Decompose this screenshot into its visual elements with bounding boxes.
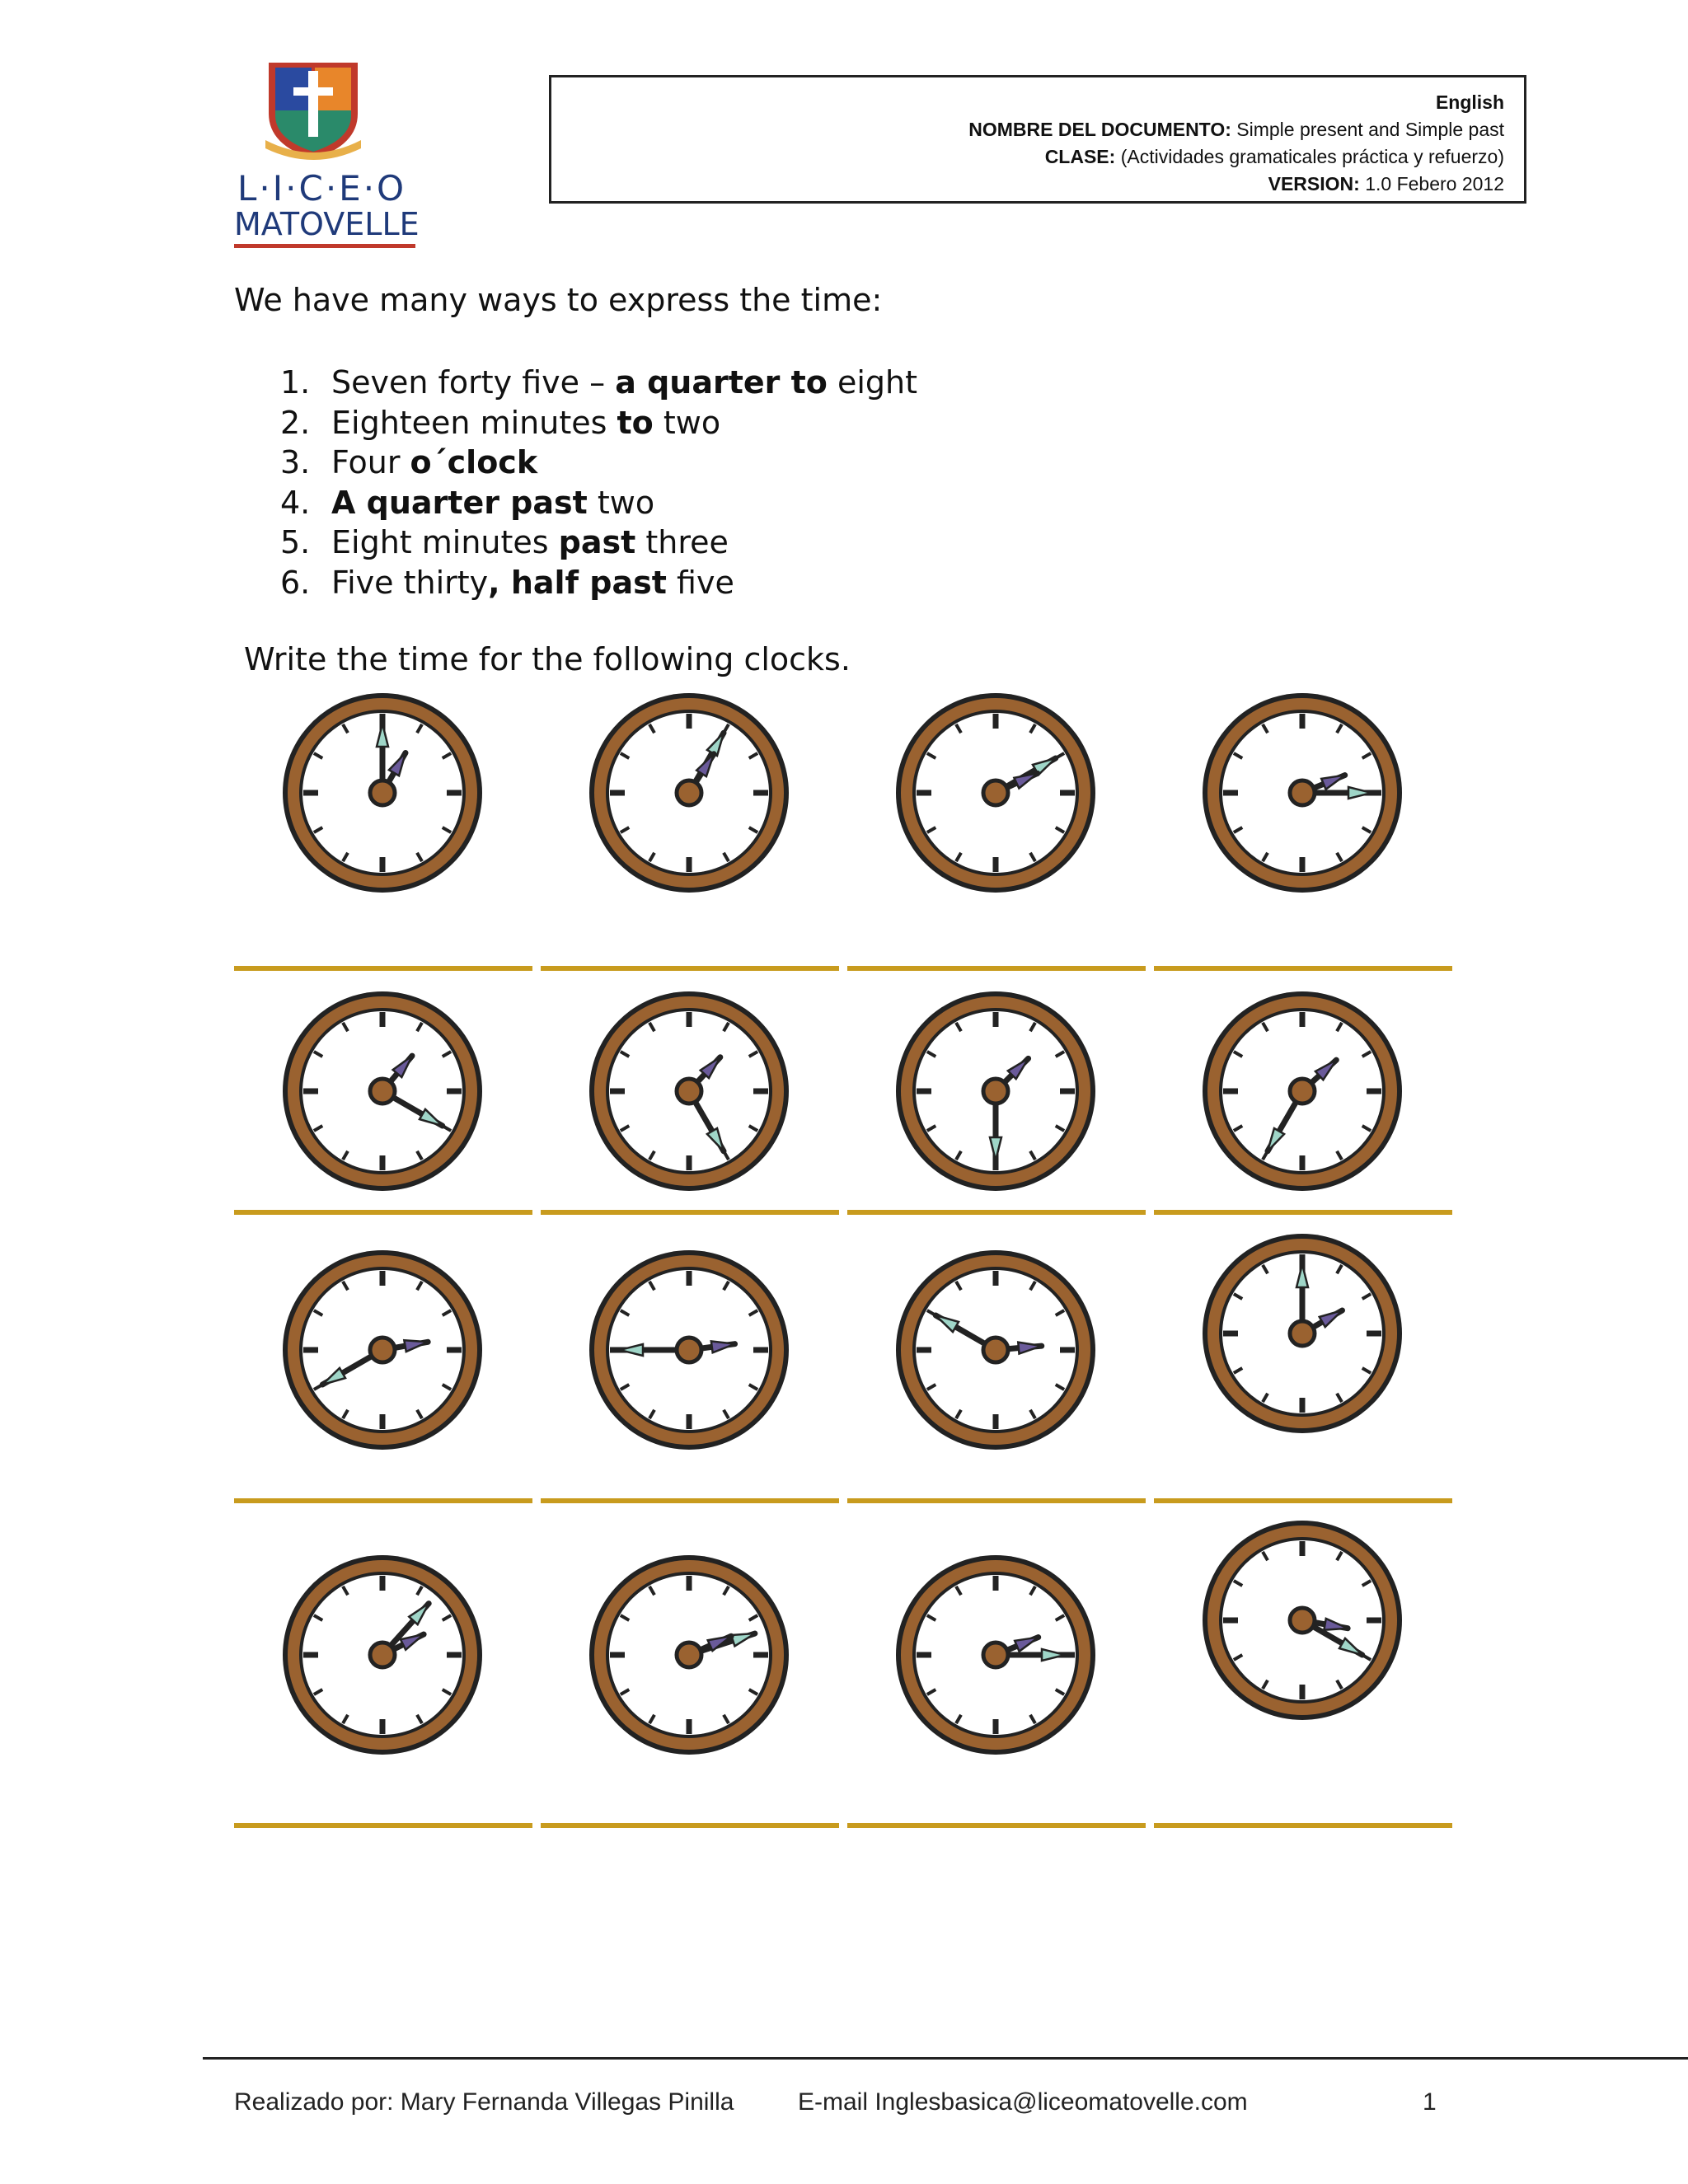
clock-face: [584, 1549, 795, 1760]
clock-face: [890, 687, 1101, 898]
clock-icon: [1197, 1515, 1408, 1726]
clock-face: [584, 687, 795, 898]
footer-author: Realizado por: Mary Fernanda Villegas Pinilla: [234, 2088, 734, 2116]
list-item: [280, 523, 917, 563]
clock-face: [890, 1244, 1101, 1455]
item-number: 6.: [280, 564, 311, 601]
clock-hub: [1290, 780, 1315, 805]
clock-icon: [584, 1549, 795, 1760]
clock-face: [1197, 986, 1408, 1197]
version-label: VERSION:: [1268, 173, 1360, 194]
answer-line[interactable]: [234, 1210, 532, 1215]
item-bold: to: [617, 404, 654, 441]
clock-hub: [677, 1338, 701, 1362]
item-text: Seven forty five –: [331, 364, 616, 401]
clock-icon: [277, 986, 488, 1197]
clock-hub: [677, 780, 701, 805]
list-item: [280, 483, 917, 523]
answer-line[interactable]: [541, 1210, 839, 1215]
footer-email: E-mail Inglesbasica@liceomatovelle.com: [798, 2088, 1248, 2116]
clock-face: [277, 1244, 488, 1455]
exercise-instruction: Write the time for the following clocks.: [244, 641, 851, 677]
clock-hub: [370, 780, 395, 805]
logo-text-top: L·I·C·E·O: [237, 168, 407, 209]
clock-hub: [370, 1643, 395, 1667]
document-info-box: [549, 75, 1526, 204]
answer-line[interactable]: [541, 1823, 839, 1828]
answer-line[interactable]: [1154, 1210, 1452, 1215]
list-item: [280, 443, 917, 483]
clock-icon: [584, 1244, 795, 1455]
item-text-end: two: [587, 484, 655, 521]
clock-face: [277, 687, 488, 898]
clock-face: [277, 986, 488, 1197]
answer-line[interactable]: [1154, 966, 1452, 971]
item-text: Eighteen minutes: [331, 404, 617, 441]
clock-hub: [1290, 1079, 1315, 1104]
clock-hub: [983, 1338, 1008, 1362]
school-crest-icon: [264, 59, 363, 162]
class-value: (Actividades gramaticales práctica y refuerzo): [1115, 146, 1504, 167]
item-text-end: five: [666, 564, 734, 601]
clock-icon: [277, 687, 488, 898]
answer-line[interactable]: [541, 1498, 839, 1503]
subject-line: [551, 89, 1504, 116]
clock-icon: [1197, 687, 1408, 898]
document-name-label: NOMBRE DEL DOCUMENTO:: [968, 119, 1231, 140]
list-item: [280, 363, 917, 403]
answer-line[interactable]: [847, 1210, 1146, 1215]
item-text-end: eight: [827, 364, 918, 401]
answer-line[interactable]: [847, 1823, 1146, 1828]
clock-hub: [1290, 1608, 1315, 1633]
intro-text: We have many ways to express the time:: [234, 282, 883, 318]
clock-hub: [370, 1338, 395, 1362]
clock-icon: [1197, 1228, 1408, 1439]
item-bold: past: [558, 524, 636, 560]
answer-line[interactable]: [234, 966, 532, 971]
time-expressions-list: [280, 363, 917, 602]
document-name-value: Simple present and Simple past: [1231, 119, 1504, 140]
item-text: Five thirty: [331, 564, 489, 601]
class-line: [551, 143, 1504, 171]
item-number: 4.: [280, 484, 311, 521]
clock-face: [1197, 1228, 1408, 1439]
item-number: 1.: [280, 364, 311, 401]
clock-face: [277, 1549, 488, 1760]
clock-icon: [1197, 986, 1408, 1197]
logo-text-bottom: MATOVELLE: [234, 206, 415, 248]
subject: English: [1435, 91, 1504, 113]
class-label: CLASE:: [1044, 146, 1116, 167]
answer-line[interactable]: [234, 1498, 532, 1503]
item-text: Four: [331, 444, 410, 480]
clock-icon: [277, 1549, 488, 1760]
answer-line[interactable]: [234, 1823, 532, 1828]
page-number: 1: [1423, 2088, 1437, 2116]
item-text-end: three: [635, 524, 729, 560]
footer-divider: [203, 2057, 1688, 2060]
answer-line[interactable]: [541, 966, 839, 971]
item-number: 3.: [280, 444, 311, 480]
clock-icon: [890, 1244, 1101, 1455]
list-item: [280, 563, 917, 603]
clock-icon: [890, 986, 1101, 1197]
clock-face: [1197, 1515, 1408, 1726]
answer-line[interactable]: [847, 1498, 1146, 1503]
item-bold: A quarter past: [331, 484, 588, 521]
clock-icon: [584, 986, 795, 1197]
item-bold: a quarter to: [615, 364, 828, 401]
clock-hub: [1290, 1321, 1315, 1346]
answer-line[interactable]: [1154, 1498, 1452, 1503]
clock-hub: [677, 1079, 701, 1104]
clock-hub: [370, 1079, 395, 1104]
item-bold: o´clock: [410, 444, 538, 480]
clock-face: [584, 1244, 795, 1455]
item-text-end: two: [653, 404, 721, 441]
version-line: [551, 171, 1504, 198]
document-name-line: [551, 116, 1504, 143]
clock-hub: [983, 1643, 1008, 1667]
clock-icon: [890, 1549, 1101, 1760]
answer-line[interactable]: [847, 966, 1146, 971]
list-item: [280, 403, 917, 443]
clock-icon: [584, 687, 795, 898]
clock-face: [584, 986, 795, 1197]
clock-hub: [677, 1643, 701, 1667]
clock-hub: [983, 780, 1008, 805]
clock-icon: [277, 1244, 488, 1455]
answer-line[interactable]: [1154, 1823, 1452, 1828]
clock-face: [1197, 687, 1408, 898]
item-number: 5.: [280, 524, 311, 560]
clock-face: [890, 1549, 1101, 1760]
item-bold: , half past: [488, 564, 667, 601]
school-logo: [231, 59, 420, 249]
clock-icon: [890, 687, 1101, 898]
clock-face: [890, 986, 1101, 1197]
item-text: Eight minutes: [331, 524, 559, 560]
clock-hub: [983, 1079, 1008, 1104]
item-number: 2.: [280, 404, 311, 441]
version-value: 1.0 Febero 2012: [1359, 173, 1504, 194]
